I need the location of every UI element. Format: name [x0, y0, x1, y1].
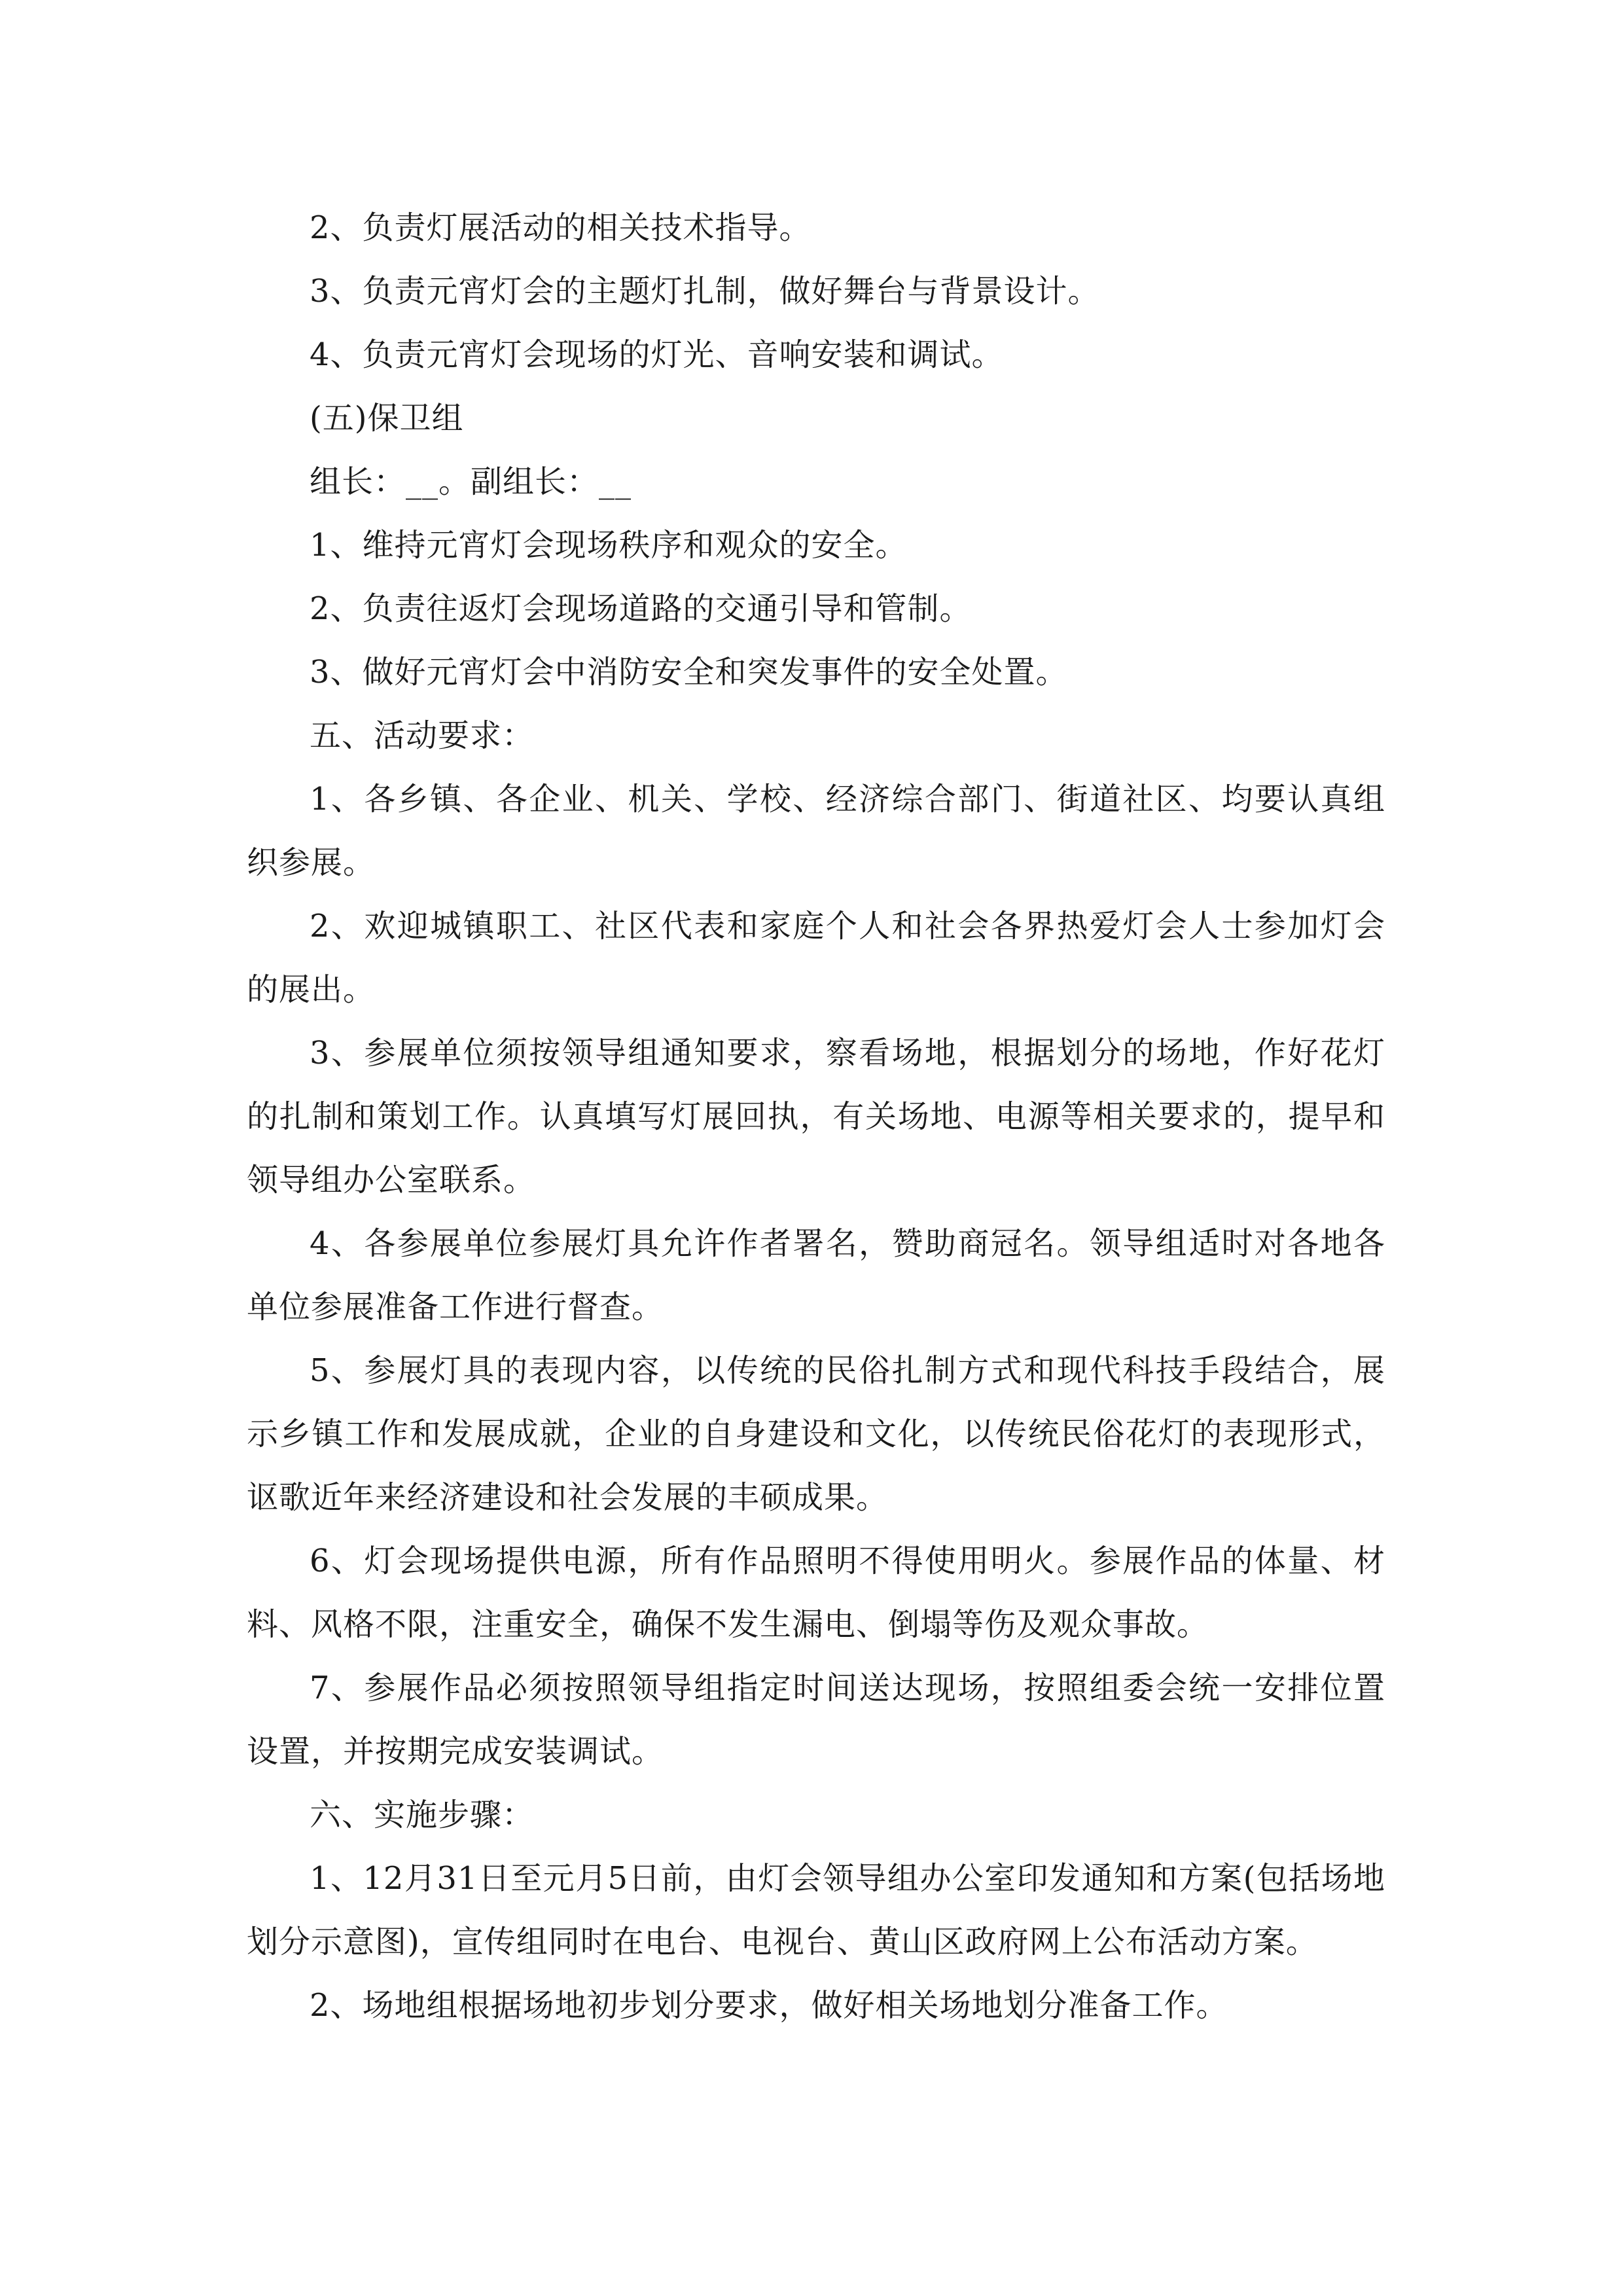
list-item: 4、负责元宵灯会现场的灯光、音响安装和调试。: [310, 336, 1004, 373]
list-item: 7、参展作品必须按照领导组指定时间送达现场，按照组委会统一安排位置设置，并按期完成安装调试。: [247, 1670, 1385, 1770]
list-item: 6、灯会现场提供电源，所有作品照明不得使用明火。参展作品的体量、材料、风格不限，注重安全，确保不发生漏电、倒塌等伤及观众事故。: [247, 1543, 1385, 1643]
list-item: 1、12月31日至元月5日前，由灯会领导组办公室印发通知和方案(包括场地划分示意图)，宣传组同时在电台、电视台、黄山区政府网上公布活动方案。: [247, 1860, 1385, 1960]
section-heading: (五)保卫组: [310, 400, 464, 437]
list-item: 1、各乡镇、各企业、机关、学校、经济综合部门、街道社区、均要认真组织参展。: [247, 781, 1385, 881]
list-item: 2、负责往返灯会现场道路的交通引导和管制。: [310, 590, 972, 627]
list-item: 4、各参展单位参展灯具允许作者署名，赞助商冠名。领导组适时对各地各单位参展准备工作进行督查。: [247, 1225, 1385, 1325]
leader-line: 组长：__。副组长：__: [310, 463, 632, 500]
list-item: 3、做好元宵灯会中消防安全和突发事件的安全处置。: [310, 654, 1068, 691]
section-heading: 六、实施步骤：: [310, 1797, 535, 1833]
list-item: 2、欢迎城镇职工、社区代表和家庭个人和社会各界热爱灯会人士参加灯会的展出。: [247, 908, 1385, 1008]
section-heading: 五、活动要求：: [310, 717, 535, 754]
list-item: 3、参展单位须按领导组通知要求，察看场地，根据划分的场地，作好花灯的扎制和策划工作。认真填写灯展回执，有关场地、电源等相关要求的，提早和领导组办公室联系。: [247, 1035, 1385, 1198]
list-item: 3、负责元宵灯会的主题灯扎制，做好舞台与背景设计。: [310, 273, 1100, 310]
list-item: 5、参展灯具的表现内容，以传统的民俗扎制方式和现代科技手段结合，展示乡镇工作和发展成就，企业的自身建设和文化，以传统民俗花灯的表现形式，讴歌近年来经济建设和社会发展的丰硕成果。: [247, 1352, 1385, 1516]
list-item: 2、场地组根据场地初步划分要求，做好相关场地划分准备工作。: [310, 1987, 1228, 2024]
document-body: [247, 196, 1385, 2037]
list-item: 1、维持元宵灯会现场秩序和观众的安全。: [310, 527, 908, 564]
list-item: 2、负责灯展活动的相关技术指导。: [310, 209, 812, 246]
